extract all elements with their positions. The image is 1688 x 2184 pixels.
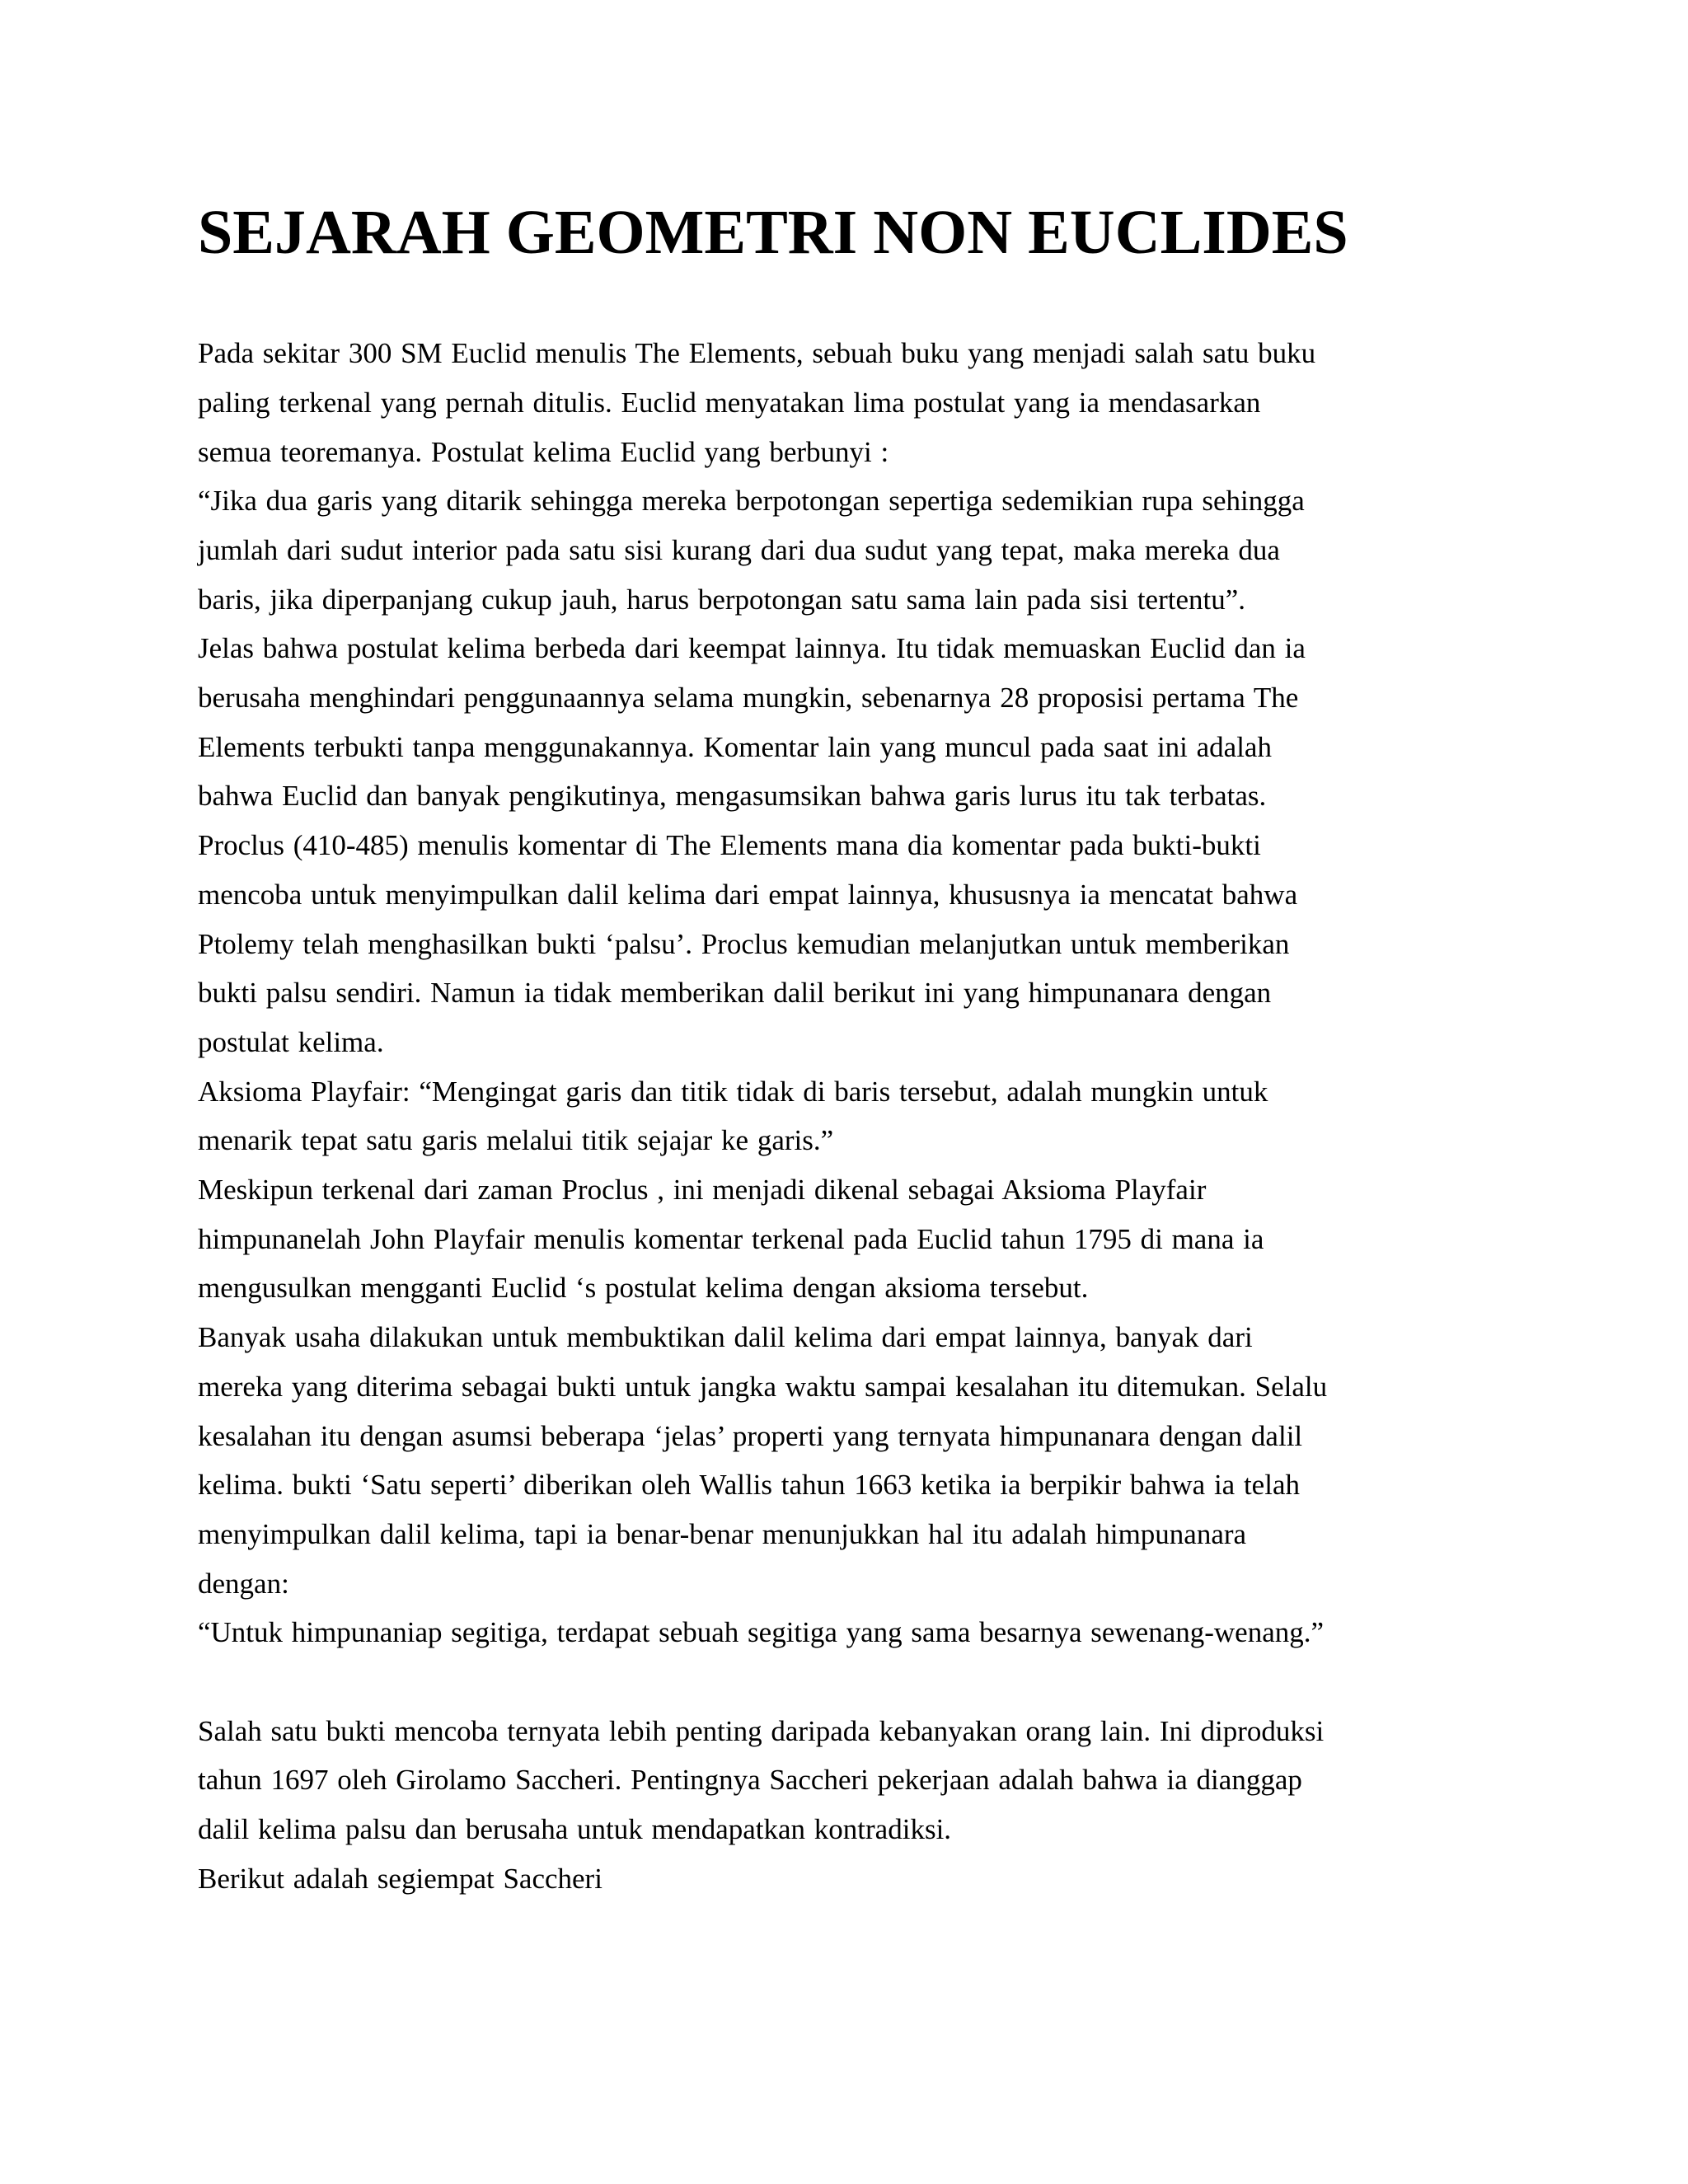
text-line: dengan: — [198, 1567, 289, 1600]
text-line: postulat kelima. — [198, 1025, 384, 1058]
text-line: “Untuk himpunaniap segitiga, terdapat sebuah segitiga yang sama besarnya sewenang-wenang.” — [198, 1616, 1325, 1649]
text-line: Jelas bahwa postulat kelima berbeda dari keempat lainnya. Itu tidak memuaskan Euclid dan ia — [198, 632, 1306, 665]
text-line: berusaha menghindari penggunaannya selama mungkin, sebenarnya 28 proposisi pertama The — [198, 682, 1299, 715]
text-line: himpunanelah John Playfair menulis komentar terkenal pada Euclid tahun 1795 di mana ia — [198, 1222, 1264, 1255]
text-line: Banyak usaha dilakukan untuk membuktikan dalil kelima dari empat lainnya, banyak dari — [198, 1321, 1253, 1354]
text-line: Berikut adalah segiempat Saccheri — [198, 1862, 603, 1895]
text-line: Aksioma Playfair: “Mengingat garis dan titik tidak di baris tersebut, adalah mungkin untuk — [198, 1075, 1268, 1108]
text-line: bahwa Euclid dan banyak pengikutinya, mengasumsikan bahwa garis lurus itu tak terbatas. — [198, 780, 1267, 813]
text-line: menyimpulkan dalil kelima, tapi ia benar-benar menunjukkan hal itu adalah himpunanara — [198, 1517, 1247, 1550]
text-line: Pada sekitar 300 SM Euclid menulis The Elements, sebuah buku yang menjadi salah satu buku — [198, 337, 1316, 370]
text-line: kesalahan itu dengan asumsi beberapa ‘jelas’ properti yang ternyata himpunanara dengan dalil — [198, 1419, 1303, 1452]
document-content — [198, 198, 1500, 1904]
text-line: mencoba untuk menyimpulkan dalil kelima dari empat lainnya, khususnya ia mencatat bahwa — [198, 878, 1298, 911]
text-line: mereka yang diterima sebagai bukti untuk jangka waktu sampai kesalahan itu ditemukan. Selalu — [198, 1370, 1328, 1403]
text-line: Salah satu bukti mencoba ternyata lebih penting daripada kebanyakan orang lain. Ini diproduksi — [198, 1714, 1325, 1747]
text-line: bukti palsu sendiri. Namun ia tidak memberikan dalil berikut ini yang himpunanara dengan — [198, 977, 1272, 1010]
text-line: baris, jika diperpanjang cukup jauh, harus berpotongan satu sama lain pada sisi tertentu”. — [198, 583, 1245, 616]
text-line: Meskipun terkenal dari zaman Proclus , ini menjadi dikenal sebagai Aksioma Playfair — [198, 1174, 1207, 1207]
paragraph-gap — [198, 1657, 1500, 1707]
text-line: Proclus (410-485) menulis komentar di The Elements mana dia komentar pada bukti-bukti — [198, 829, 1261, 862]
text-line: semua teoremanya. Postulat kelima Euclid yang berbunyi : — [198, 435, 889, 468]
text-line: menarik tepat satu garis melalui titik sejajar ke garis.” — [198, 1124, 834, 1157]
text-line: dalil kelima palsu dan berusaha untuk mendapatkan kontradiksi. — [198, 1813, 952, 1846]
text-line: paling terkenal yang pernah ditulis. Euclid menyatakan lima postulat yang ia mendasarkan — [198, 386, 1261, 419]
document-title: SEJARAH GEOMETRI NON EUCLIDES — [198, 198, 1348, 267]
text-line: Elements terbukti tanpa menggunakannya. Komentar lain yang muncul pada saat ini adalah — [198, 730, 1272, 763]
text-line: mengusulkan mengganti Euclid ‘s postulat kelima dengan aksioma tersebut. — [198, 1272, 1089, 1305]
text-line: kelima. bukti ‘Satu seperti’ diberikan oleh Wallis tahun 1663 ketika ia berpikir bahwa ia telah — [198, 1469, 1300, 1502]
text-line: “Jika dua garis yang ditarik sehingga mereka berpotongan sepertiga sedemikian rupa sehingga — [198, 485, 1305, 518]
document-body — [198, 329, 1500, 1903]
text-line: jumlah dari sudut interior pada satu sisi kurang dari dua sudut yang tepat, maka mereka dua — [198, 533, 1280, 566]
text-line: tahun 1697 oleh Girolamo Saccheri. Pentingnya Saccheri pekerjaan adalah bahwa ia dianggap — [198, 1764, 1302, 1797]
text-line: Ptolemy telah menghasilkan bukti ‘palsu’. Proclus kemudian melanjutkan untuk memberikan — [198, 927, 1290, 960]
